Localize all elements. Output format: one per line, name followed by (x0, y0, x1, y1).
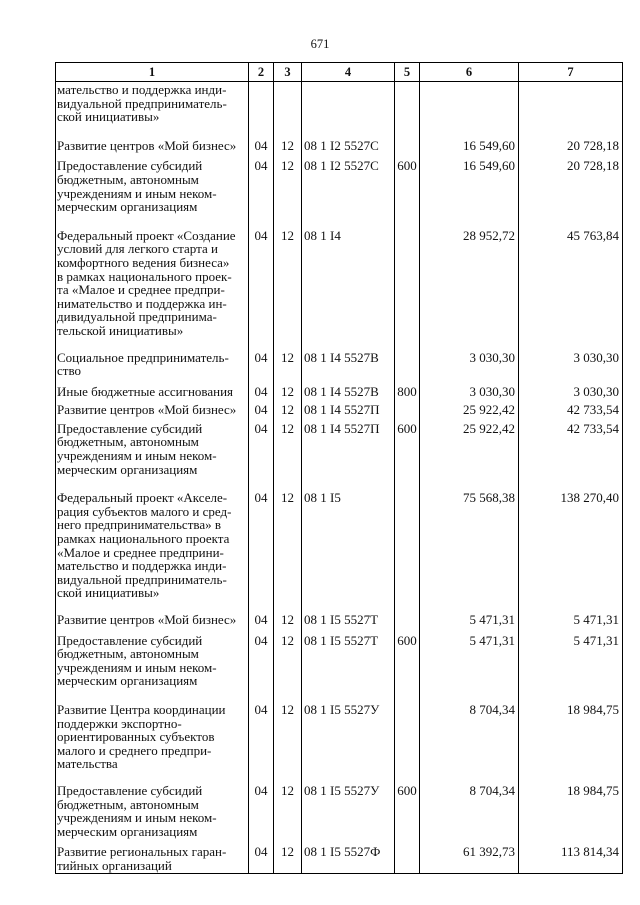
amount-year1-cell: 8 704,34 (420, 783, 519, 844)
expense-type-code-cell (395, 82, 420, 138)
amount-year1-cell: 5 471,31 (420, 633, 519, 702)
section-code-cell: 04 (249, 350, 274, 384)
subsection-code-cell: 12 (274, 633, 302, 702)
amount-year2-cell: 5 471,31 (519, 612, 623, 633)
target-item-code-cell: 08 1 I4 (302, 228, 395, 350)
amount-year1-cell: 28 952,72 (420, 228, 519, 350)
amount-year2-cell: 3 030,30 (519, 384, 623, 403)
section-code-cell: 04 (249, 844, 274, 873)
subsection-code-cell: 12 (274, 490, 302, 612)
expense-type-code-cell: 600 (395, 783, 420, 844)
amount-year1-cell: 5 471,31 (420, 612, 519, 633)
subsection-code-cell: 12 (274, 702, 302, 783)
amount-year2-cell: 45 763,84 (519, 228, 623, 350)
amount-year1-cell: 3 030,30 (420, 384, 519, 403)
column-header: 2 (249, 63, 274, 82)
target-item-code-cell: 08 1 I5 5527У (302, 702, 395, 783)
section-code-cell: 04 (249, 228, 274, 350)
amount-year2-cell (519, 82, 623, 138)
amount-year2-cell: 3 030,30 (519, 350, 623, 384)
expense-type-code-cell: 600 (395, 158, 420, 227)
expense-type-code-cell (395, 350, 420, 384)
row-name-cell: Развитие центров «Мой бизнес» (56, 612, 249, 633)
amount-year2-cell: 20 728,18 (519, 138, 623, 159)
amount-year2-cell: 5 471,31 (519, 633, 623, 702)
amount-year1-cell: 25 922,42 (420, 402, 519, 421)
row-name-cell: Предоставление субсидий бюджетным, автономным учреждениям и иным неком- мерческим организациям (56, 633, 249, 702)
row-name-cell: Федеральный проект «Акселе- рация субъектов малого и сред- него предпринимательства» в рамках национального проекта «Малое и среднее предприни- мательство и поддержка инди- видуальной предприниматель- ской инициативы» (56, 490, 249, 612)
target-item-code-cell: 08 1 I4 5527В (302, 384, 395, 403)
column-header: 5 (395, 63, 420, 82)
expense-type-code-cell (395, 490, 420, 612)
table-row (56, 138, 623, 159)
subsection-code-cell: 12 (274, 228, 302, 350)
subsection-code-cell: 12 (274, 384, 302, 403)
row-name-cell: Предоставление субсидий бюджетным, автономным учреждениям и иным неком- мерческим организациям (56, 421, 249, 490)
row-name-cell: Предоставление субсидий бюджетным, автономным учреждениям и иным неком- мерческим организациям (56, 158, 249, 227)
table-row (56, 490, 623, 612)
row-name-cell: Развитие центров «Мой бизнес» (56, 138, 249, 159)
section-code-cell (249, 82, 274, 138)
target-item-code-cell: 08 1 I2 5527С (302, 138, 395, 159)
amount-year2-cell: 20 728,18 (519, 158, 623, 227)
subsection-code-cell: 12 (274, 783, 302, 844)
amount-year2-cell: 42 733,54 (519, 402, 623, 421)
expense-type-code-cell (395, 702, 420, 783)
row-name-cell: Иные бюджетные ассигнования (56, 384, 249, 403)
table-row (56, 350, 623, 384)
expense-type-code-cell (395, 612, 420, 633)
row-name-cell: Развитие Центра координации поддержки экспортно- ориентированных субъектов малого и среднего предпри- мательства (56, 702, 249, 783)
row-name-cell: Предоставление субсидий бюджетным, автономным учреждениям и иным неком- мерческим организациям (56, 783, 249, 844)
row-name-cell: мательство и поддержка инди- видуальной предприниматель- ской инициативы» (56, 82, 249, 138)
amount-year1-cell: 8 704,34 (420, 702, 519, 783)
table-row (56, 421, 623, 490)
amount-year2-cell: 113 814,34 (519, 844, 623, 873)
column-header: 1 (56, 63, 249, 82)
budget-table (55, 62, 623, 874)
amount-year1-cell: 16 549,60 (420, 138, 519, 159)
table-row (56, 82, 623, 138)
subsection-code-cell: 12 (274, 402, 302, 421)
subsection-code-cell: 12 (274, 138, 302, 159)
amount-year1-cell: 61 392,73 (420, 844, 519, 873)
target-item-code-cell: 08 1 I5 (302, 490, 395, 612)
row-name-cell: Федеральный проект «Создание условий для легкого старта и комфортного ведения бизнеса» в рамках национального проек- та «Малое и среднее предпри- нимательство и поддержка ин- дивидуальной предпринима- тельской инициативы» (56, 228, 249, 350)
amount-year2-cell: 18 984,75 (519, 702, 623, 783)
section-code-cell: 04 (249, 158, 274, 227)
column-header: 6 (420, 63, 519, 82)
table-row (56, 158, 623, 227)
table-row (56, 702, 623, 783)
amount-year2-cell: 42 733,54 (519, 421, 623, 490)
expense-type-code-cell: 800 (395, 384, 420, 403)
section-code-cell: 04 (249, 402, 274, 421)
column-header: 3 (274, 63, 302, 82)
amount-year1-cell: 25 922,42 (420, 421, 519, 490)
section-code-cell: 04 (249, 783, 274, 844)
table-row (56, 228, 623, 350)
expense-type-code-cell (395, 402, 420, 421)
section-code-cell: 04 (249, 490, 274, 612)
subsection-code-cell: 12 (274, 844, 302, 873)
column-header: 7 (519, 63, 623, 82)
table-row (56, 402, 623, 421)
section-code-cell: 04 (249, 421, 274, 490)
amount-year2-cell: 18 984,75 (519, 783, 623, 844)
expense-type-code-cell: 600 (395, 633, 420, 702)
page-number: 671 (310, 37, 330, 51)
expense-type-code-cell (395, 228, 420, 350)
expense-type-code-cell: 600 (395, 421, 420, 490)
column-header: 4 (302, 63, 395, 82)
amount-year1-cell: 75 568,38 (420, 490, 519, 612)
target-item-code-cell: 08 1 I4 5527П (302, 402, 395, 421)
section-code-cell: 04 (249, 633, 274, 702)
amount-year1-cell: 16 549,60 (420, 158, 519, 227)
table-body (56, 82, 623, 874)
subsection-code-cell: 12 (274, 421, 302, 490)
amount-year2-cell: 138 270,40 (519, 490, 623, 612)
section-code-cell: 04 (249, 384, 274, 403)
row-name-cell: Социальное предприниматель- ство (56, 350, 249, 384)
target-item-code-cell: 08 1 I5 5527Т (302, 612, 395, 633)
target-item-code-cell (302, 82, 395, 138)
table-header-row (56, 63, 623, 82)
target-item-code-cell: 08 1 I4 5527В (302, 350, 395, 384)
target-item-code-cell: 08 1 I5 5527Т (302, 633, 395, 702)
subsection-code-cell: 12 (274, 612, 302, 633)
table-row (56, 633, 623, 702)
section-code-cell: 04 (249, 138, 274, 159)
target-item-code-cell: 08 1 I5 5527У (302, 783, 395, 844)
subsection-code-cell: 12 (274, 158, 302, 227)
table-row (56, 384, 623, 403)
section-code-cell: 04 (249, 612, 274, 633)
row-name-cell: Развитие центров «Мой бизнес» (56, 402, 249, 421)
table-row (56, 783, 623, 844)
amount-year1-cell: 3 030,30 (420, 350, 519, 384)
target-item-code-cell: 08 1 I2 5527С (302, 158, 395, 227)
table-row (56, 612, 623, 633)
expense-type-code-cell (395, 844, 420, 873)
amount-year1-cell (420, 82, 519, 138)
expense-type-code-cell (395, 138, 420, 159)
section-code-cell: 04 (249, 702, 274, 783)
target-item-code-cell: 08 1 I4 5527П (302, 421, 395, 490)
table-row (56, 844, 623, 873)
row-name-cell: Развитие региональных гаран- тийных организаций (56, 844, 249, 873)
subsection-code-cell: 12 (274, 350, 302, 384)
target-item-code-cell: 08 1 I5 5527Ф (302, 844, 395, 873)
subsection-code-cell (274, 82, 302, 138)
